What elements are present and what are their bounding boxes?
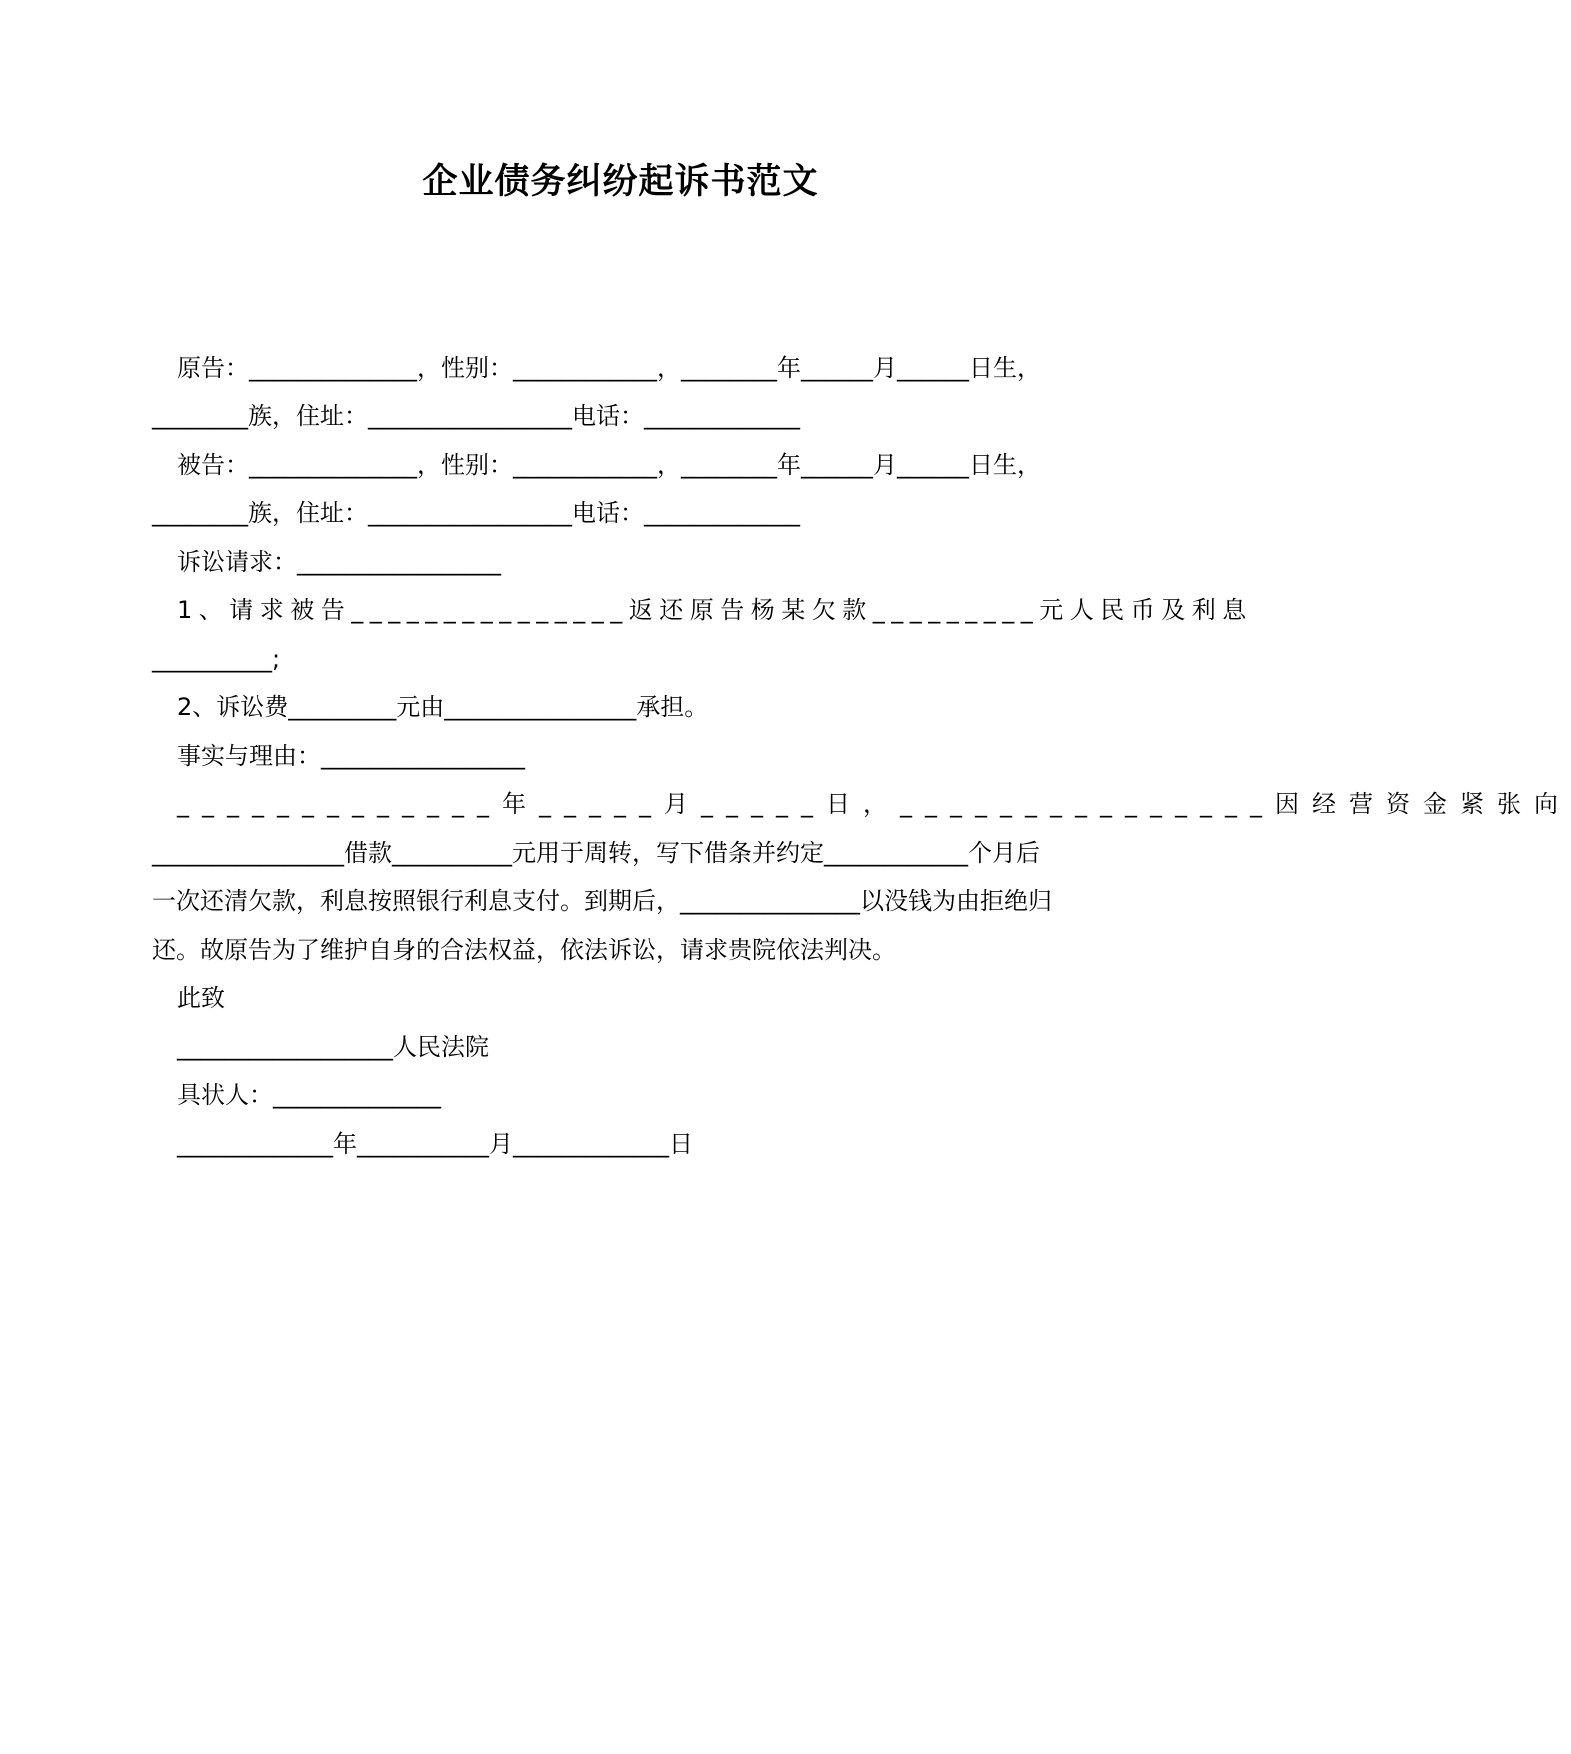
signatory-line: 具状人：______________ bbox=[177, 1081, 441, 1109]
facts-paragraph-line-2: ________________借款__________元用于周转，写下借条并约定____________个月后 bbox=[152, 839, 1040, 867]
document-title: 企业债务纠纷起诉书范文 bbox=[422, 162, 819, 202]
claim-item-2: 2、诉讼费_________元由________________承担。 bbox=[177, 693, 709, 721]
facts-paragraph-line-4: 还。故原告为了维护自身的合法权益，依法诉讼，请求贵院依法判决。 bbox=[152, 936, 896, 964]
claim-item-1-continued: __________; bbox=[152, 645, 281, 673]
defendant-line: 被告：______________，性别：____________，________年______月______日生， bbox=[177, 451, 1041, 479]
salutation: 此致 bbox=[177, 984, 225, 1012]
court-line: __________________人民法院 bbox=[177, 1033, 489, 1061]
facts-heading: 事实与理由：_________________ bbox=[177, 742, 525, 770]
plaintiff-address-line: ________族，住址：_________________电话：_____________ bbox=[152, 402, 800, 430]
plaintiff-line: 原告：______________，性别：____________，________年______月______日生， bbox=[177, 354, 1041, 382]
facts-paragraph-line-3: 一次还清欠款，利息按照银行利息支付。到期后，_______________以没钱为由拒绝归 bbox=[152, 887, 1052, 915]
claim-item-1: 1、请求被告_______________返还原告杨某欠款_________元人民币及利息 bbox=[177, 596, 1253, 624]
claims-heading: 诉讼请求：_________________ bbox=[177, 548, 501, 576]
date-line: _____________年___________月_____________日 bbox=[177, 1130, 693, 1158]
defendant-address-line: ________族，住址：_________________电话：_____________ bbox=[152, 499, 800, 527]
facts-paragraph-line-1: _____________年_____月_____日，_______________因经营资金紧张向 bbox=[177, 790, 1571, 818]
